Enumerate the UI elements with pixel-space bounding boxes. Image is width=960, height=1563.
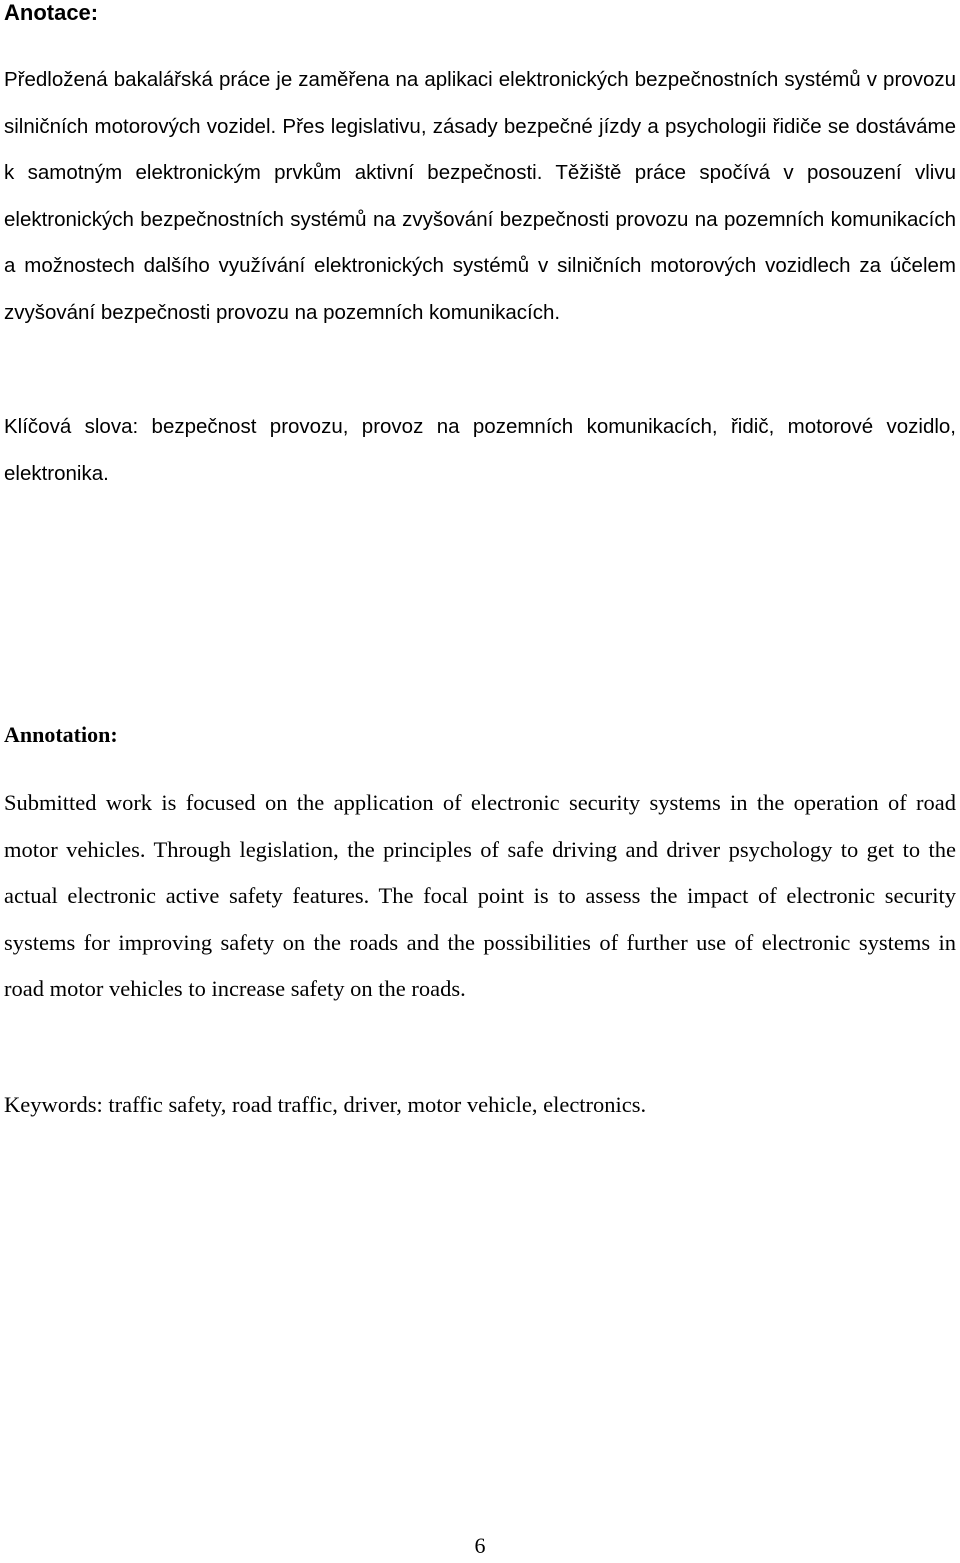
keywords-cz: Klíčová slova: bezpečnost provozu, provoz na pozemních komunikacích, řidič, motorové vozidlo, elektronika.: [4, 415, 956, 485]
annotation-cz-heading: Anotace:: [4, 0, 99, 25]
page-number: 6: [474, 1533, 486, 1558]
keywords-en: Keywords: traffic safety, road traffic, driver, motor vehicle, electronics.: [4, 1092, 647, 1117]
annotation-cz-body: Předložená bakalářská práce je zaměřena na aplikaci elektronických bezpečnostních systémů v provozu silničních motorových vozidel. Přes legislativu, zásady bezpečné jízdy a psychologii řidiče se dostáváme k samotným elektronickým prvkům aktivní bezpečnosti. Těžiště práce spočívá v posouzení vlivu elektronických bezpečnostních systémů na zvyšování bezpečnosti provozu na pozemních komunikacích a možnostech dalšího využívání elektronických systémů v silničních motorových vozidlech za účelem zvyšování bezpečnosti provozu na pozemních komunikacích.: [4, 68, 956, 324]
annotation-en-heading: Annotation:: [4, 722, 118, 747]
annotation-en-body: Submitted work is focused on the application of electronic security systems in the operation of road motor vehicles. Through legislation, the principles of safe driving and driver psychology to get to the actual electronic active safety features. The focal point is to assess the impact of electronic security systems for improving safety on the roads and the possibilities of further use of electronic systems in road motor vehicles to increase safety on the roads.: [4, 790, 956, 1001]
